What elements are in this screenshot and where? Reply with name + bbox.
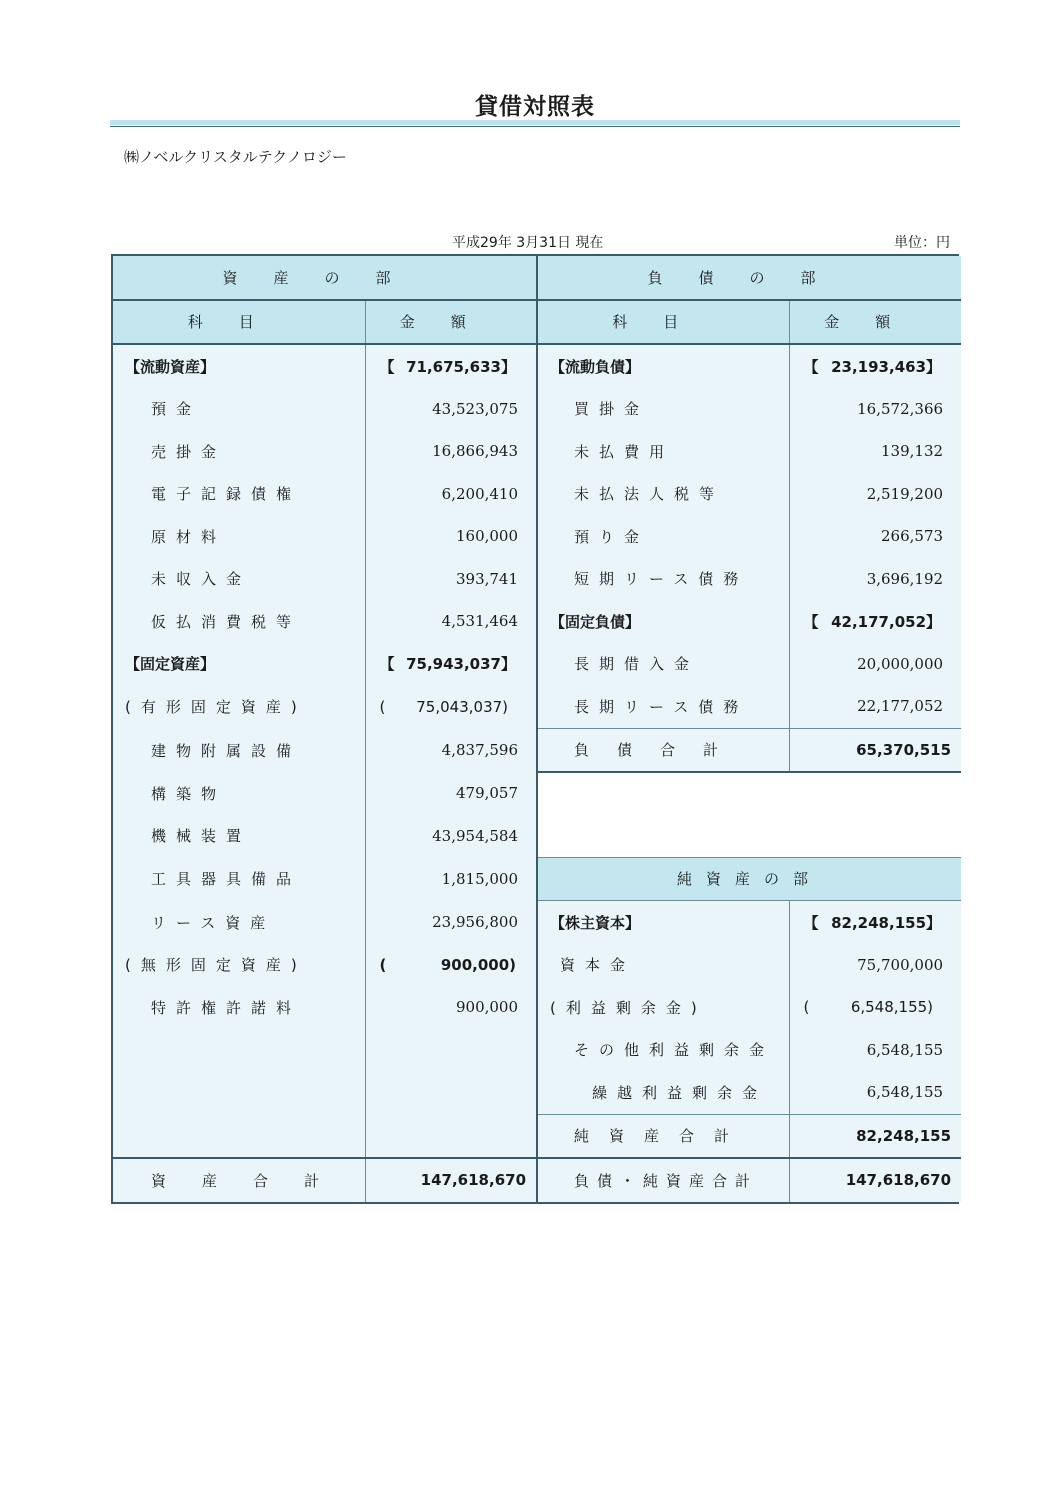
liab-amount-payables: 16,572,366 — [789, 388, 961, 431]
equity-amount: 【 82,248,155】 — [789, 901, 961, 944]
asset-label-e-receivables: 電子記録債権 — [113, 473, 365, 516]
net-assets-section-header: 純資産の部 — [537, 857, 961, 901]
asset-label-structures: 構築物 — [113, 772, 365, 815]
asset-label-machinery: 機械装置 — [113, 815, 365, 858]
empty-asset-amount — [365, 1114, 537, 1158]
liab-label-accrued: 未払費用 — [537, 430, 789, 473]
asset-label-receivables: 売掛金 — [113, 430, 365, 473]
unit-label: 単位：円 — [894, 235, 950, 251]
current-liab-label: 【流動負債】 — [537, 344, 789, 388]
asset-amount-materials: 160,000 — [365, 515, 537, 558]
fixed-assets-label: 【固定資産】 — [113, 643, 365, 686]
liab-label-short-lease: 短期リース債務 — [537, 558, 789, 601]
fixed-liab-amount: 【 42,177,052】 — [789, 600, 961, 643]
equity-label: 【株主資本】 — [537, 901, 789, 944]
fixed-assets-amount: 【 75,943,037】 — [365, 643, 537, 686]
asset-amount-deposits: 43,523,075 — [365, 388, 537, 431]
le-total-amount: 147,618,670 — [789, 1158, 961, 1202]
asset-label-other-receivable: 未収入金 — [113, 558, 365, 601]
liab-amount-deposits: 266,573 — [789, 515, 961, 558]
empty-asset-label — [113, 1071, 365, 1114]
liab-label-payables: 買掛金 — [537, 388, 789, 431]
title-rule-line — [110, 126, 960, 127]
asset-amount-receivables: 16,866,943 — [365, 430, 537, 473]
liab-total-label: 負債合計 — [537, 728, 789, 772]
current-assets-label: 【流動資産】 — [113, 344, 365, 388]
retained-amount: ( 6,548,155) — [789, 986, 961, 1029]
intangible-assets-label: (無形固定資産) — [113, 944, 365, 987]
asset-label-prepaid-tax: 仮払消費税等 — [113, 600, 365, 643]
asset-label-tools: 工具器具備品 — [113, 857, 365, 901]
tangible-assets-amount: ( 75,043,037) — [365, 685, 537, 728]
net-total-label: 純資産合計 — [537, 1114, 789, 1158]
liab-amount-accrued: 139,132 — [789, 430, 961, 473]
liab-amount-header: 金額 — [789, 300, 961, 345]
asset-amount-machinery: 43,954,584 — [365, 815, 537, 858]
balance-sheet — [111, 254, 959, 1204]
page-title: 貸借対照表 — [475, 94, 595, 120]
tangible-assets-label: (有形固定資産) — [113, 685, 365, 728]
liabilities-section-header: 負債の部 — [537, 256, 961, 300]
liab-amount-long-lease: 22,177,052 — [789, 685, 961, 728]
other-retained-amount: 6,548,155 — [789, 1029, 961, 1072]
liab-label-long-lease: 長期リース債務 — [537, 685, 789, 728]
liab-label-tax: 未払法人税等 — [537, 473, 789, 516]
balance-sheet-table — [113, 256, 961, 1202]
asset-label-lease-assets: リース資産 — [113, 901, 365, 944]
empty-asset-amount — [365, 1071, 537, 1114]
title-rule — [110, 120, 960, 125]
as-of-date: 平成29年 3月31日 現在 — [452, 235, 604, 251]
asset-amount-structures: 479,057 — [365, 772, 537, 815]
asset-amount-lease-assets: 23,956,800 — [365, 901, 537, 944]
liab-amount-short-lease: 3,696,192 — [789, 558, 961, 601]
assets-total-label: 資産合計 — [113, 1158, 365, 1202]
asset-amount-other-receivable: 393,741 — [365, 558, 537, 601]
le-total-label: 負債・純資産合計 — [537, 1158, 789, 1202]
asset-amount-building: 4,837,596 — [365, 728, 537, 772]
asset-label-patent: 特許権許諾料 — [113, 986, 365, 1029]
carried-label: 繰越利益剰余金 — [537, 1071, 789, 1114]
assets-amount-header: 金額 — [365, 300, 537, 345]
retained-label: (利益剰余金) — [537, 986, 789, 1029]
asset-amount-prepaid-tax: 4,531,464 — [365, 600, 537, 643]
asset-amount-e-receivables: 6,200,410 — [365, 473, 537, 516]
liab-amount-long-loan: 20,000,000 — [789, 643, 961, 686]
asset-label-deposits: 預金 — [113, 388, 365, 431]
assets-section-header: 資産の部 — [113, 256, 537, 300]
carried-amount: 6,548,155 — [789, 1071, 961, 1114]
asset-label-building: 建物附属設備 — [113, 728, 365, 772]
asset-label-materials: 原材料 — [113, 515, 365, 558]
other-retained-label: その他利益剰余金 — [537, 1029, 789, 1072]
empty-asset-label — [113, 1029, 365, 1072]
net-total-amount: 82,248,155 — [789, 1114, 961, 1158]
company-name: ㈱ノベルクリスタルテクノロジー — [124, 148, 347, 166]
assets-item-header: 科目 — [113, 300, 365, 345]
current-liab-amount: 【 23,193,463】 — [789, 344, 961, 388]
liab-item-header: 科目 — [537, 300, 789, 345]
capital-label: 資本金 — [537, 944, 789, 987]
asset-amount-patent: 900,000 — [365, 986, 537, 1029]
current-assets-amount: 【 71,675,633】 — [365, 344, 537, 388]
liab-amount-tax: 2,519,200 — [789, 473, 961, 516]
liab-label-deposits: 預り金 — [537, 515, 789, 558]
assets-total-amount: 147,618,670 — [365, 1158, 537, 1202]
fixed-liab-label: 【固定負債】 — [537, 600, 789, 643]
empty-asset-label — [113, 1114, 365, 1158]
blank-area — [537, 772, 961, 857]
liab-total-amount: 65,370,515 — [789, 728, 961, 772]
capital-amount: 75,700,000 — [789, 944, 961, 987]
empty-asset-amount — [365, 1029, 537, 1072]
liab-label-long-loan: 長期借入金 — [537, 643, 789, 686]
asset-amount-tools: 1,815,000 — [365, 857, 537, 901]
intangible-assets-amount: ( 900,000) — [365, 944, 537, 987]
